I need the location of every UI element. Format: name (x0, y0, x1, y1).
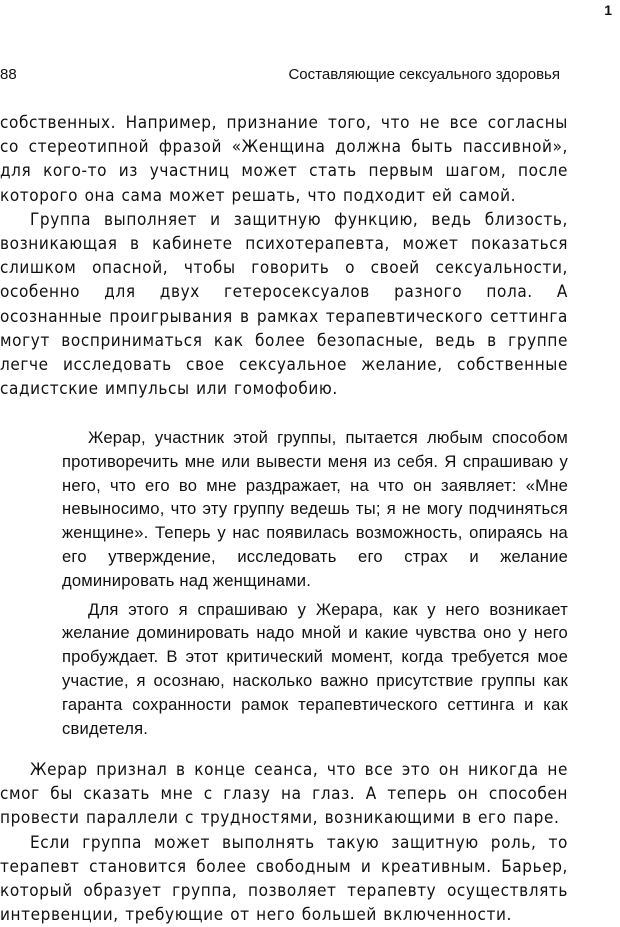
chapter-title: Составляющие сексуального здоровья (288, 66, 560, 83)
case-example-block (62, 426, 568, 745)
body-text-top (0, 111, 568, 401)
body-text-bottom (0, 758, 568, 927)
paragraph: Если группа может выполнять такую защитную роль, то терапевт становится более свободным и креативным. Барьер, который образует группа, позволяет терапевту осуществлять интервенции, требующие от него большей включенности. (0, 832, 568, 926)
paragraph: собственных. Например, признание того, что не все согласны со стереотипной фразой «Женщина должна быть пассивной», для кого-то из участниц может стать первым шагом, после которого она сама может решать, что подходит ей самой. (0, 113, 568, 206)
paragraph: Жерар признал в конце сеанса, что все это он никогда не смог бы сказать мне с глазу на глаз. А теперь он способен провести параллели с трудностями, возникающими в его паре. (0, 760, 568, 829)
case-paragraph: Жерар, участник этой группы, пытается любым способом противоречить мне или вывести меня из себя. Я спрашиваю у него, что его во мне раздражает, на что он заявляет: «Мне невыносимо, что эту группу ведешь ты; я не могу подчиняться женщине». Теперь у нас появилась возможность, опираясь на его утверждение, исследовать его страх и желание доминировать над женщинами. (62, 428, 568, 590)
case-paragraph: Для этого я спрашиваю у Жерара, как у него возникает желание доминировать надо мной и какие чувства оно у него пробуждает. В этот критический момент, когда требуется мое участие, я осознаю, насколько важно присутствие группы как гаранта сохранности рамок терапевтического сеттинга и как свидетеля. (62, 599, 568, 738)
running-head (0, 64, 560, 86)
page-number: 88 (0, 66, 17, 83)
paragraph: Группа выполняет и защитную функцию, ведь близость, возникающая в кабинете психотерапевта, может показаться слишком опасной, чтобы говорить о своей сексуальности, особенно для двух гетеросексуалов разного пола. А осознанные проигрывания в рамках терапевтического сеттинга могут восприниматься как более безопасные, ведь в группе легче исследовать свое сексуальное желание, собственные садистские импульсы или гомофобию. (0, 209, 568, 400)
corner-page-marker: 1 (604, 2, 612, 18)
